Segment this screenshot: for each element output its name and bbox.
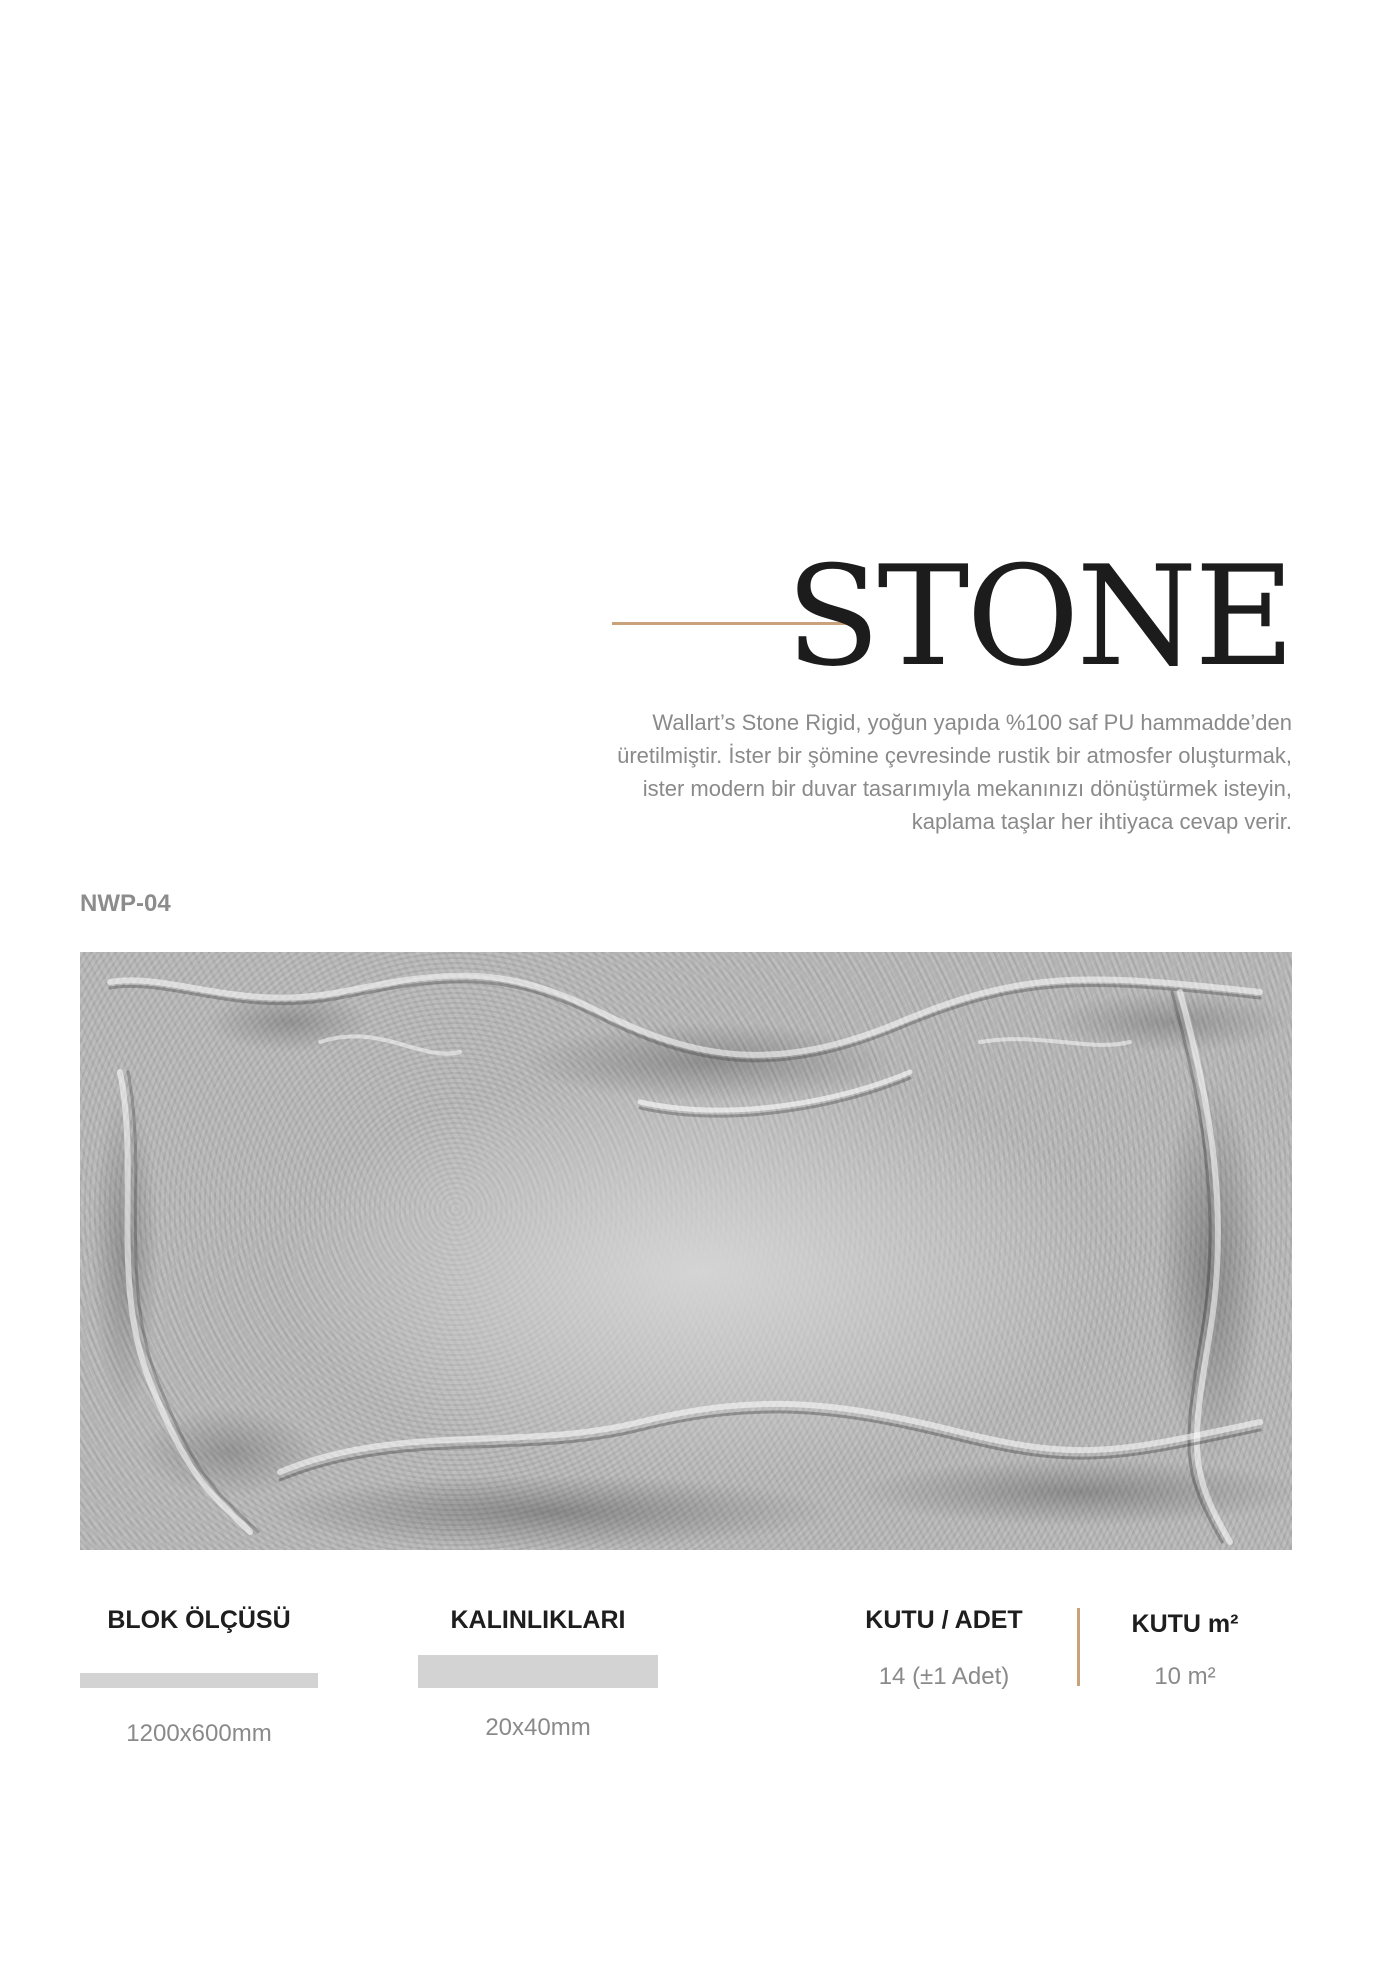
stone-panel-image <box>80 952 1292 1550</box>
thickness-label: KALINLIKLARI <box>450 1606 626 1634</box>
block-size-value: 1200x600mm <box>126 1720 272 1747</box>
block-size-label: BLOK ÖLÇÜSÜ <box>107 1606 291 1634</box>
stone-texture-detail <box>80 952 1292 1550</box>
box-count-label: KUTU / ADET <box>865 1606 1023 1634</box>
page-title: STONE <box>785 536 1292 697</box>
product-code: NWP-04 <box>80 890 171 917</box>
description-line: Wallart’s Stone Rigid, yoğun yapıda %100 saf PU hammadde’den <box>652 710 1292 735</box>
thickness-bar <box>418 1655 658 1688</box>
block-size-bar <box>80 1673 318 1688</box>
box-area-label: KUTU m² <box>1131 1610 1239 1638</box>
description-line: üretilmiştir. İster bir şömine çevresinde rustik bir atmosfer oluşturmak, <box>617 743 1292 768</box>
product-description <box>532 706 1292 838</box>
thickness-value: 20x40mm <box>485 1714 591 1741</box>
description-line: ister modern bir duvar tasarımıyla mekanınızı dönüştürmek isteyin, <box>642 776 1292 801</box>
box-count-value: 14 (±1 Adet) <box>878 1663 1010 1690</box>
box-area-value: 10 m² <box>1154 1663 1216 1690</box>
spec-divider <box>1077 1608 1080 1686</box>
description-line: kaplama taşlar her ihtiyaca cevap verir. <box>911 809 1292 834</box>
